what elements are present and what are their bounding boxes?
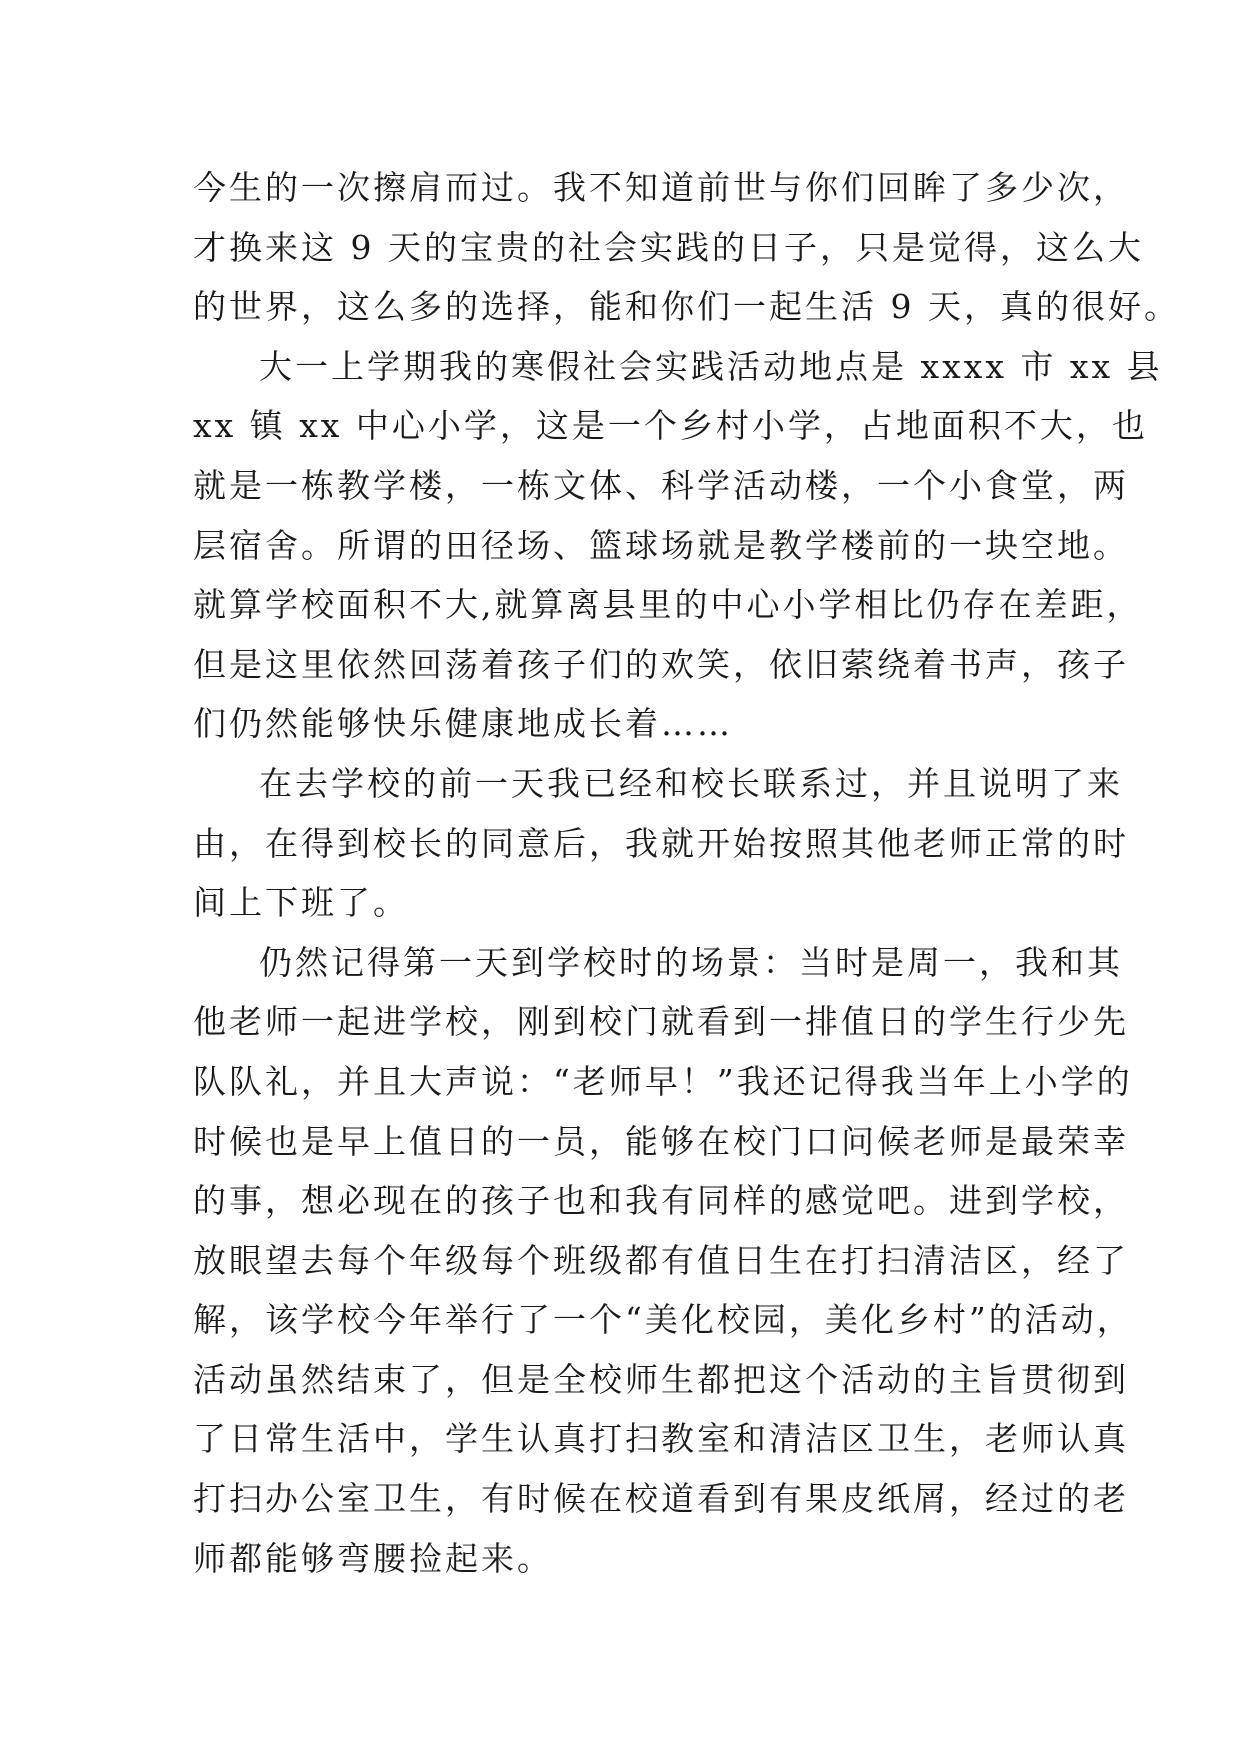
text-line: 的世界，这么多的选择，能和你们一起生活 9 天，真的很好。 [193,287,1180,327]
text-line: xx 镇 xx 中心小学，这是一个乡村小学，占地面积不大，也 [193,406,1148,446]
text-line: 才换来这 9 天的宝贵的社会实践的日子，只是觉得，这么大 [193,227,1144,267]
text-line: 就是一栋教学楼，一栋文体、科学活动楼，一个小食堂，两 [193,465,1129,505]
text-line: 层宿舍。所谓的田径场、篮球场就是教学楼前的一块空地。 [193,525,1129,565]
text-line: 放眼望去每个年级每个班级都有值日生在打扫清洁区，经了 [193,1240,1129,1280]
text-line: 打扫办公室卫生，有时候在校道看到有果皮纸屑，经过的老 [193,1479,1129,1519]
text-line: 大一上学期我的寒假社会实践活动地点是 xxxx 市 xx 县 [259,346,1163,386]
text-line: 了日常生活中，学生认真打扫教室和清洁区卫生，老师认真 [193,1419,1129,1459]
text-line: 解，该学校今年举行了一个“美化校园，美化乡村”的活动， [193,1300,1133,1340]
text-line: 时候也是早上值日的一员，能够在校门口问候老师是最荣幸 [193,1121,1129,1161]
text-line: 他老师一起进学校，刚到校门就看到一排值日的学生行少先 [193,1002,1129,1042]
text-line: 仍然记得第一天到学校时的场景：当时是周一，我和其 [259,942,1123,982]
text-line: 就算学校面积不大,就算离县里的中心小学相比仍存在差距， [193,585,1143,625]
text-line: 但是这里依然回荡着孩子们的欢笑，依旧萦绕着书声，孩子 [193,644,1129,684]
text-line: 活动虽然结束了，但是全校师生都把这个活动的主旨贯彻到 [193,1359,1129,1399]
text-line: 由，在得到校长的同意后，我就开始按照其他老师正常的时 [193,823,1129,863]
text-line: 队队礼，并且大声说：“老师早！”我还记得我当年上小学的 [193,1061,1133,1101]
text-line: 在去学校的前一天我已经和校长联系过，并且说明了来 [259,763,1123,803]
text-line: 师都能够弯腰捡起来。 [193,1538,553,1578]
body-text [193,158,1180,1588]
text-line: 今生的一次擦肩而过。我不知道前世与你们回眸了多少次， [193,168,1129,207]
text-line: 的事，想必现在的孩子也和我有同样的感觉吧。进到学校， [193,1181,1129,1221]
text-line: 间上下班了。 [193,883,409,923]
text-line: 们仍然能够快乐健康地成长着…… [193,704,733,744]
